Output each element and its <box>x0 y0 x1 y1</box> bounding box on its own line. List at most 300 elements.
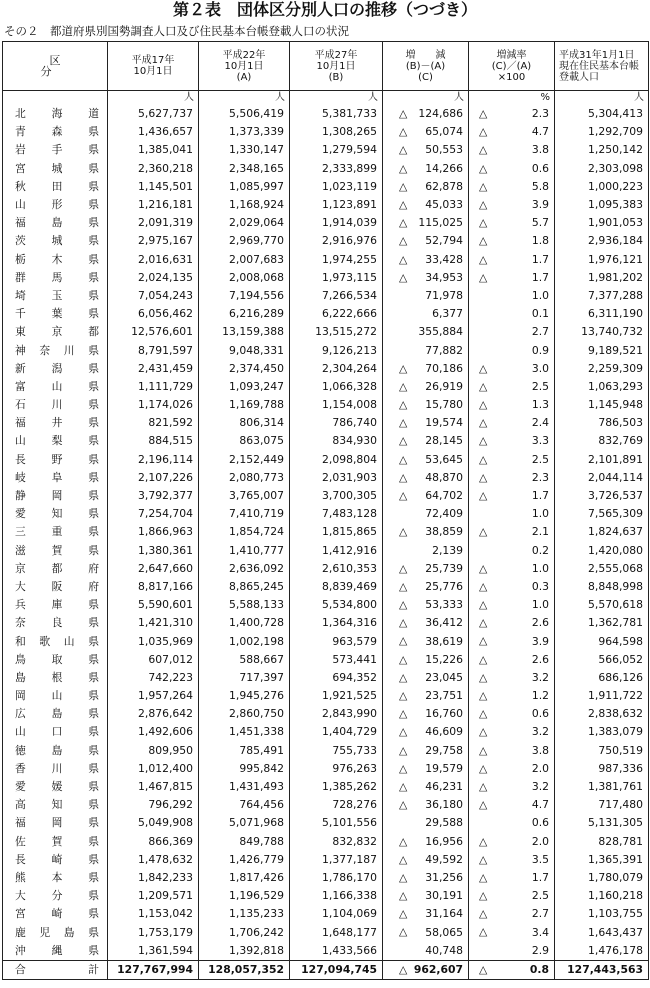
pop-h22 <box>199 814 290 832</box>
cell-value: 832,769 <box>598 434 643 448</box>
pop-h22 <box>199 251 290 269</box>
change-rate <box>469 614 555 632</box>
change-value <box>383 960 469 979</box>
jumin-pop <box>555 687 649 705</box>
decrease-mark: △ <box>399 870 408 884</box>
jumin-pop <box>555 651 649 669</box>
change-value <box>383 632 469 650</box>
cell-value: 0.9 <box>531 343 549 357</box>
change-value <box>383 560 469 578</box>
decrease-mark: △ <box>399 852 408 866</box>
decrease-mark: △ <box>399 452 408 466</box>
cell-value: 1,145,501 <box>138 179 193 193</box>
cell-value: 1,095,383 <box>588 198 643 212</box>
cell-value: 3,726,537 <box>588 489 643 503</box>
cell-value: 1,866,963 <box>138 525 193 539</box>
cell-value: 832,832 <box>332 834 377 848</box>
prefecture-name: 宮城県 <box>3 160 108 178</box>
pop-h27 <box>290 742 383 760</box>
decrease-mark: △ <box>399 252 408 266</box>
cell-value: 5,304,413 <box>588 107 643 121</box>
cell-value: 7,194,556 <box>229 288 284 302</box>
cell-value: 1,706,242 <box>229 925 284 939</box>
pop-h27 <box>290 814 383 832</box>
change-value <box>383 614 469 632</box>
pop-h27 <box>290 905 383 923</box>
cell-value: 3.4 <box>531 925 549 939</box>
change-rate <box>469 596 555 614</box>
cell-value: 1,824,637 <box>588 525 643 539</box>
decrease-mark: △ <box>479 234 488 248</box>
decrease-mark: △ <box>479 707 488 721</box>
change-rate <box>469 796 555 814</box>
jumin-pop <box>555 632 649 650</box>
change-value <box>383 923 469 941</box>
pop-h22 <box>199 160 290 178</box>
cell-value: 1,404,729 <box>322 725 377 739</box>
cell-value: 1,066,328 <box>322 379 377 393</box>
prefecture-name: 静岡県 <box>3 487 108 505</box>
pop-h17 <box>108 269 199 287</box>
pop-h27 <box>290 833 383 851</box>
cell-value: 987,336 <box>598 761 643 775</box>
prefecture-name: 大分県 <box>3 887 108 905</box>
cell-value: 13,740,732 <box>581 325 643 339</box>
cell-value: 2,091,319 <box>138 216 193 230</box>
cell-value: 963,579 <box>332 634 377 648</box>
cell-value: 786,740 <box>332 416 377 430</box>
cell-value: 2,975,167 <box>138 234 193 248</box>
cell-value: 1,421,310 <box>138 616 193 630</box>
jumin-pop <box>555 269 649 287</box>
cell-value: 38,859 <box>425 525 463 539</box>
cell-value: 694,352 <box>332 670 377 684</box>
cell-value: 48,870 <box>425 470 463 484</box>
prefecture-name: 青森県 <box>3 123 108 141</box>
cell-value: 6,377 <box>432 307 463 321</box>
change-value <box>383 905 469 923</box>
cell-value: 2,431,459 <box>138 361 193 375</box>
cell-value: 2,080,773 <box>229 470 284 484</box>
table-row <box>3 523 649 541</box>
pop-h22 <box>199 669 290 687</box>
pop-h27 <box>290 414 383 432</box>
cell-value: 1.0 <box>531 288 549 302</box>
pop-h17 <box>108 923 199 941</box>
cell-value: 1,166,338 <box>322 889 377 903</box>
change-value <box>383 160 469 178</box>
cell-value: 3,792,377 <box>138 489 193 503</box>
pop-h22 <box>199 687 290 705</box>
table-row <box>3 396 649 414</box>
pop-h17 <box>108 942 199 961</box>
pop-h27 <box>290 196 383 214</box>
cell-value: 1,154,008 <box>322 398 377 412</box>
cell-value: 2,044,114 <box>588 470 643 484</box>
cell-value: 5,071,968 <box>229 816 284 830</box>
cell-value: 1,380,361 <box>138 543 193 557</box>
pop-h27 <box>290 341 383 359</box>
cell-value: 1,945,276 <box>229 689 284 703</box>
prefecture-name: 富山県 <box>3 378 108 396</box>
table-row <box>3 269 649 287</box>
cell-value: 1,974,255 <box>322 252 377 266</box>
jumin-pop <box>555 905 649 923</box>
cell-value: 3.3 <box>531 434 549 448</box>
cell-value: 38,619 <box>425 634 463 648</box>
pop-h27 <box>290 705 383 723</box>
cell-value: 1,981,202 <box>588 270 643 284</box>
cell-value: 1,911,722 <box>588 689 643 703</box>
cell-value: 1,385,041 <box>138 143 193 157</box>
prefecture-name: 三重県 <box>3 523 108 541</box>
change-rate <box>469 560 555 578</box>
jumin-pop <box>555 178 649 196</box>
cell-value: 0.2 <box>531 543 549 557</box>
change-rate <box>469 269 555 287</box>
decrease-mark: △ <box>399 234 408 248</box>
cell-value: 2.0 <box>531 761 549 775</box>
cell-value: 355,884 <box>418 325 463 339</box>
jumin-pop <box>555 432 649 450</box>
cell-value: 1,467,815 <box>138 780 193 794</box>
change-value <box>383 887 469 905</box>
change-value <box>383 141 469 159</box>
pop-h27 <box>290 669 383 687</box>
cell-value: 866,369 <box>148 834 193 848</box>
decrease-mark: △ <box>479 525 488 539</box>
decrease-mark: △ <box>479 870 488 884</box>
jumin-pop <box>555 869 649 887</box>
prefecture-name: 岡山県 <box>3 687 108 705</box>
table-row <box>3 632 649 650</box>
cell-value: 1,035,969 <box>138 634 193 648</box>
change-value <box>383 723 469 741</box>
prefecture-name: 香川県 <box>3 760 108 778</box>
change-rate <box>469 123 555 141</box>
pop-h17 <box>108 451 199 469</box>
pop-h27 <box>290 141 383 159</box>
pop-h22 <box>199 469 290 487</box>
cell-value: 2.7 <box>531 907 549 921</box>
cell-value: 46,609 <box>425 725 463 739</box>
decrease-mark: △ <box>399 197 408 211</box>
pop-h17 <box>108 232 199 250</box>
change-value <box>383 705 469 723</box>
pop-h17 <box>108 796 199 814</box>
pop-h22 <box>199 341 290 359</box>
table-row <box>3 942 649 961</box>
cell-value: 1,433,566 <box>322 943 377 957</box>
pop-h22 <box>199 269 290 287</box>
decrease-mark: △ <box>479 470 488 484</box>
unit-cell: 人 <box>199 91 290 106</box>
cell-value: 77,882 <box>425 343 463 357</box>
table-row <box>3 232 649 250</box>
cell-value: 849,788 <box>239 834 284 848</box>
jumin-pop <box>555 341 649 359</box>
jumin-pop <box>555 560 649 578</box>
pop-h17 <box>108 323 199 341</box>
cell-value: 607,012 <box>148 652 193 666</box>
cell-value: 29,758 <box>425 743 463 757</box>
pop-h22 <box>199 760 290 778</box>
pop-h27 <box>290 960 383 979</box>
table-row <box>3 614 649 632</box>
cell-value: 5,627,737 <box>138 107 193 121</box>
decrease-mark: △ <box>479 670 488 684</box>
change-rate <box>469 214 555 232</box>
pop-h17 <box>108 851 199 869</box>
cell-value: 2,029,064 <box>229 216 284 230</box>
pop-h17 <box>108 214 199 232</box>
cell-value: 863,075 <box>239 434 284 448</box>
pop-h22 <box>199 960 290 979</box>
table-subtitle: その２ 都道府県別国勢調査人口及び住民基本台帳登載人口の状況 <box>4 24 349 38</box>
decrease-mark: △ <box>399 525 408 539</box>
change-value <box>383 232 469 250</box>
change-rate <box>469 833 555 851</box>
table-row <box>3 305 649 323</box>
change-rate <box>469 705 555 723</box>
decrease-mark: △ <box>399 634 408 648</box>
pop-h17 <box>108 487 199 505</box>
cell-value: 1,308,265 <box>322 125 377 139</box>
table-row <box>3 923 649 941</box>
cell-value: 16,956 <box>425 834 463 848</box>
cell-value: 1,111,729 <box>138 379 193 393</box>
cell-value: 976,263 <box>332 761 377 775</box>
table-row <box>3 105 649 123</box>
cell-value: 8,817,166 <box>138 579 193 593</box>
decrease-mark: △ <box>399 907 408 921</box>
header-row <box>3 42 649 91</box>
decrease-mark: △ <box>399 779 408 793</box>
jumin-pop <box>555 469 649 487</box>
change-value <box>383 742 469 760</box>
jumin-pop <box>555 160 649 178</box>
cell-value: 834,930 <box>332 434 377 448</box>
table-row <box>3 287 649 305</box>
decrease-mark: △ <box>479 634 488 648</box>
pop-h22 <box>199 596 290 614</box>
table-row <box>3 760 649 778</box>
pop-h17 <box>108 651 199 669</box>
jumin-pop <box>555 833 649 851</box>
pop-h17 <box>108 341 199 359</box>
prefecture-name: 鳥取県 <box>3 651 108 669</box>
cell-value: 2.5 <box>531 889 549 903</box>
jumin-pop <box>555 414 649 432</box>
decrease-mark: △ <box>399 561 408 575</box>
cell-value: 15,780 <box>425 398 463 412</box>
cell-value: 717,480 <box>598 798 643 812</box>
cell-value: 2.5 <box>531 452 549 466</box>
table-row <box>3 542 649 560</box>
pop-h22 <box>199 414 290 432</box>
cell-value: 1,492,606 <box>138 725 193 739</box>
change-rate <box>469 851 555 869</box>
cell-value: 45,033 <box>425 198 463 212</box>
prefecture-name: 茨城県 <box>3 232 108 250</box>
table-row <box>3 705 649 723</box>
total-row <box>3 960 649 979</box>
change-value <box>383 360 469 378</box>
page-title: 第２表 団体区分別人口の推移（つづき） <box>172 0 477 19</box>
jumin-pop <box>555 214 649 232</box>
decrease-mark: △ <box>479 107 488 120</box>
table-row <box>3 214 649 232</box>
decrease-mark: △ <box>479 488 488 502</box>
cell-value: 23,045 <box>425 670 463 684</box>
jumin-pop <box>555 578 649 596</box>
decrease-mark: △ <box>479 252 488 266</box>
cell-value: 5,101,556 <box>322 816 377 830</box>
cell-value: 1,135,233 <box>229 907 284 921</box>
pop-h22 <box>199 542 290 560</box>
unit-cell: 人 <box>383 91 469 106</box>
change-rate <box>469 378 555 396</box>
prefecture-name: 沖縄県 <box>3 942 108 961</box>
cell-value: 53,645 <box>425 452 463 466</box>
table-row <box>3 742 649 760</box>
cell-value: 1.7 <box>531 252 549 266</box>
cell-value: 6,311,190 <box>588 307 643 321</box>
cell-value: 2,555,068 <box>588 561 643 575</box>
pop-h27 <box>290 505 383 523</box>
cell-value: 2,259,309 <box>588 361 643 375</box>
table-row <box>3 196 649 214</box>
table-row <box>3 360 649 378</box>
change-rate <box>469 469 555 487</box>
jumin-pop <box>555 923 649 941</box>
decrease-mark: △ <box>479 270 488 284</box>
jumin-pop <box>555 742 649 760</box>
cell-value: 25,739 <box>425 561 463 575</box>
prefecture-name: 千葉県 <box>3 305 108 323</box>
cell-value: 28,145 <box>425 434 463 448</box>
pop-h27 <box>290 432 383 450</box>
table-row <box>3 123 649 141</box>
pop-h17 <box>108 287 199 305</box>
cell-value: 5.8 <box>531 179 549 193</box>
pop-h27 <box>290 123 383 141</box>
pop-h22 <box>199 632 290 650</box>
prefecture-name: 大阪府 <box>3 578 108 596</box>
cell-value: 58,065 <box>425 925 463 939</box>
jumin-pop <box>555 960 649 979</box>
pop-h22 <box>199 560 290 578</box>
pop-h27 <box>290 523 383 541</box>
pop-h27 <box>290 778 383 796</box>
decrease-mark: △ <box>479 398 488 411</box>
jumin-pop <box>555 487 649 505</box>
pop-h27 <box>290 632 383 650</box>
cell-value: 728,276 <box>332 798 377 812</box>
pop-h22 <box>199 851 290 869</box>
change-rate <box>469 505 555 523</box>
cell-value: 1,196,529 <box>229 889 284 903</box>
pop-h17 <box>108 360 199 378</box>
cell-value: 3.2 <box>531 670 549 684</box>
cell-value: 1,153,042 <box>138 907 193 921</box>
cell-value: 13,515,272 <box>315 325 377 339</box>
cell-value: 2,007,683 <box>229 252 284 266</box>
decrease-mark: △ <box>479 598 488 612</box>
cell-value: 2,348,165 <box>229 161 284 175</box>
cell-value: 5.7 <box>531 216 549 230</box>
table-row <box>3 905 649 923</box>
decrease-mark: △ <box>399 707 408 721</box>
change-rate <box>469 360 555 378</box>
cell-value: 6,216,289 <box>229 307 284 321</box>
pop-h27 <box>290 723 383 741</box>
pop-h22 <box>199 432 290 450</box>
cell-value: 52,794 <box>425 234 463 248</box>
cell-value: 29,588 <box>425 816 463 830</box>
cell-value: 4.7 <box>531 798 549 812</box>
pop-h17 <box>108 542 199 560</box>
cell-value: 5,588,133 <box>229 598 284 612</box>
change-value <box>383 669 469 687</box>
cell-value: 2,098,804 <box>322 452 377 466</box>
cell-value: 5,131,305 <box>588 816 643 830</box>
pop-h27 <box>290 105 383 123</box>
cell-value: 3.5 <box>531 852 549 866</box>
pop-h22 <box>199 323 290 341</box>
cell-value: 7,410,719 <box>229 507 284 521</box>
change-rate <box>469 632 555 650</box>
change-value <box>383 178 469 196</box>
change-rate <box>469 105 555 123</box>
table-row <box>3 887 649 905</box>
cell-value: 71,978 <box>425 288 463 302</box>
header-kubun: 区 分 <box>3 42 108 91</box>
decrease-mark: △ <box>399 125 408 139</box>
decrease-mark: △ <box>479 416 488 430</box>
cell-value: 7,377,288 <box>588 288 643 302</box>
decrease-mark: △ <box>399 652 408 666</box>
change-value <box>383 578 469 596</box>
cell-value: 1,377,187 <box>322 852 377 866</box>
change-value <box>383 287 469 305</box>
cell-value: 1,815,865 <box>322 525 377 539</box>
header-h17: 平成17年 10月1日 <box>108 42 199 91</box>
cell-value: 962,607 <box>413 962 463 976</box>
decrease-mark: △ <box>479 743 488 757</box>
cell-value: 0.6 <box>531 816 549 830</box>
pop-h17 <box>108 614 199 632</box>
cell-value: 2,360,218 <box>138 161 193 175</box>
decrease-mark: △ <box>399 379 408 393</box>
cell-value: 828,781 <box>598 834 643 848</box>
cell-value: 796,292 <box>148 798 193 812</box>
table-row <box>3 723 649 741</box>
cell-value: 3.9 <box>531 634 549 648</box>
cell-value: 36,180 <box>425 798 463 812</box>
cell-value: 33,428 <box>425 252 463 266</box>
cell-value: 1,216,181 <box>138 198 193 212</box>
change-rate <box>469 305 555 323</box>
pop-h17 <box>108 141 199 159</box>
cell-value: 7,054,243 <box>138 288 193 302</box>
cell-value: 65,074 <box>425 125 463 139</box>
cell-value: 1,103,755 <box>588 907 643 921</box>
cell-value: 31,164 <box>425 907 463 921</box>
cell-value: 0.6 <box>531 161 549 175</box>
pop-h27 <box>290 251 383 269</box>
pop-h17 <box>108 669 199 687</box>
